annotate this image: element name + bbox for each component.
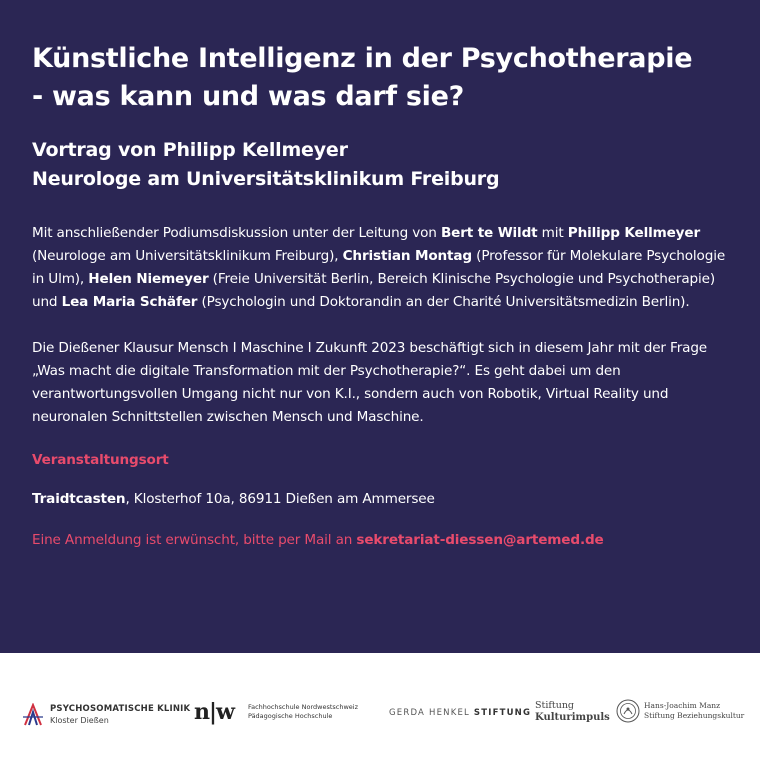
event-title-line1: Künstliche Intelligenz in der Psychotherapie: [32, 43, 693, 74]
psychosomatische-klinik-logo: [22, 703, 190, 727]
seal-icon: [616, 699, 640, 723]
kultur-line1: Stiftung: [535, 700, 575, 711]
event-title-line2: - was kann und was darf sie?: [32, 81, 464, 112]
panelist-name: Philipp Kellmeyer: [567, 225, 701, 241]
henkel-name: GERDA HENKEL: [389, 708, 474, 718]
panel-intro-text: Mit anschließender Podiumsdiskussion unter der Leitung von: [32, 225, 441, 241]
signup-text: Eine Anmeldung ist erwünscht, bitte per Mail an: [32, 532, 357, 548]
panel-with-text: mit: [537, 225, 568, 241]
panel-discussion-paragraph: [32, 222, 732, 314]
signup-email-link[interactable]: sekretariat-diessen@artemed.de: [356, 532, 604, 548]
moderator-name: Bert te Wildt: [440, 225, 538, 241]
fhnw-mark: n|w: [194, 699, 234, 725]
panelist-description: (Freie Universität Berlin, Bereich Klinische Psychologie und Psychotherapie) und: [32, 271, 716, 310]
clinic-location: Kloster Dießen: [50, 716, 109, 725]
clinic-name: PSYCHOSOMATISCHE KLINIK: [50, 704, 191, 714]
fhnw-name: Fachhochschule Nordwestschweiz: [247, 703, 359, 711]
panelist-description: (Neurologe am Universitätsklinikum Freiburg),: [32, 248, 343, 264]
manz-line2: Stiftung Beziehungskultur: [644, 711, 745, 720]
henkel-stiftung: STIFTUNG: [473, 708, 532, 718]
venue-street: , Klosterhof 10a, 86911 Dießen am Ammersee: [125, 491, 435, 507]
stiftung-kulturimpuls-logo: [535, 700, 610, 724]
venue-heading: Veranstaltungsort: [32, 452, 169, 468]
event-subtitle-line1: Vortrag von Philipp Kellmeyer: [32, 139, 348, 161]
manz-stiftung-logo: [616, 699, 744, 723]
manz-line1: Hans-Joachim Manz: [644, 701, 721, 710]
panelist-name: Helen Niemeyer: [88, 271, 209, 287]
panelist-description: (Professor für Molekulare Psychologie in Ulm),: [32, 248, 726, 287]
panelist-name: Lea Maria Schäfer: [61, 294, 198, 310]
venue-name: Traidtcasten: [32, 491, 126, 507]
gerda-henkel-stiftung-logo: [389, 708, 531, 718]
event-content: [32, 40, 732, 552]
panelist-description: (Psychologin und Doktorandin an der Charité Universitätsmedizin Berlin).: [197, 294, 690, 310]
event-subtitle: [32, 136, 732, 194]
venue-address: [32, 488, 732, 511]
fhnw-school: Pädagogische Hochschule: [247, 712, 333, 720]
kultur-line2: Kulturimpuls: [535, 712, 610, 723]
panelist-name: Christian Montag: [342, 248, 473, 264]
clinic-emblem-icon: [22, 703, 44, 727]
signup-note: [32, 529, 732, 552]
event-title: [32, 40, 732, 116]
fhnw-logo: [194, 699, 358, 725]
sponsor-logo-bar: [0, 653, 760, 760]
event-description: Die Dießener Klausur Mensch I Maschine I Zukunft 2023 beschäftigt sich in diesem Jahr mit der Frage „Was macht die digitale Transformation mit der Psychotherapie?“. Es geht dabei um den verantwortungsvollen Umgang nicht nur von K.I., sondern auch von Robotik, Virtual Reality und neuronalen Schnittstellen zwischen Mensch und Maschine.: [32, 340, 708, 425]
event-subtitle-line2: Neurologe am Universitätsklinikum Freiburg: [32, 168, 500, 190]
